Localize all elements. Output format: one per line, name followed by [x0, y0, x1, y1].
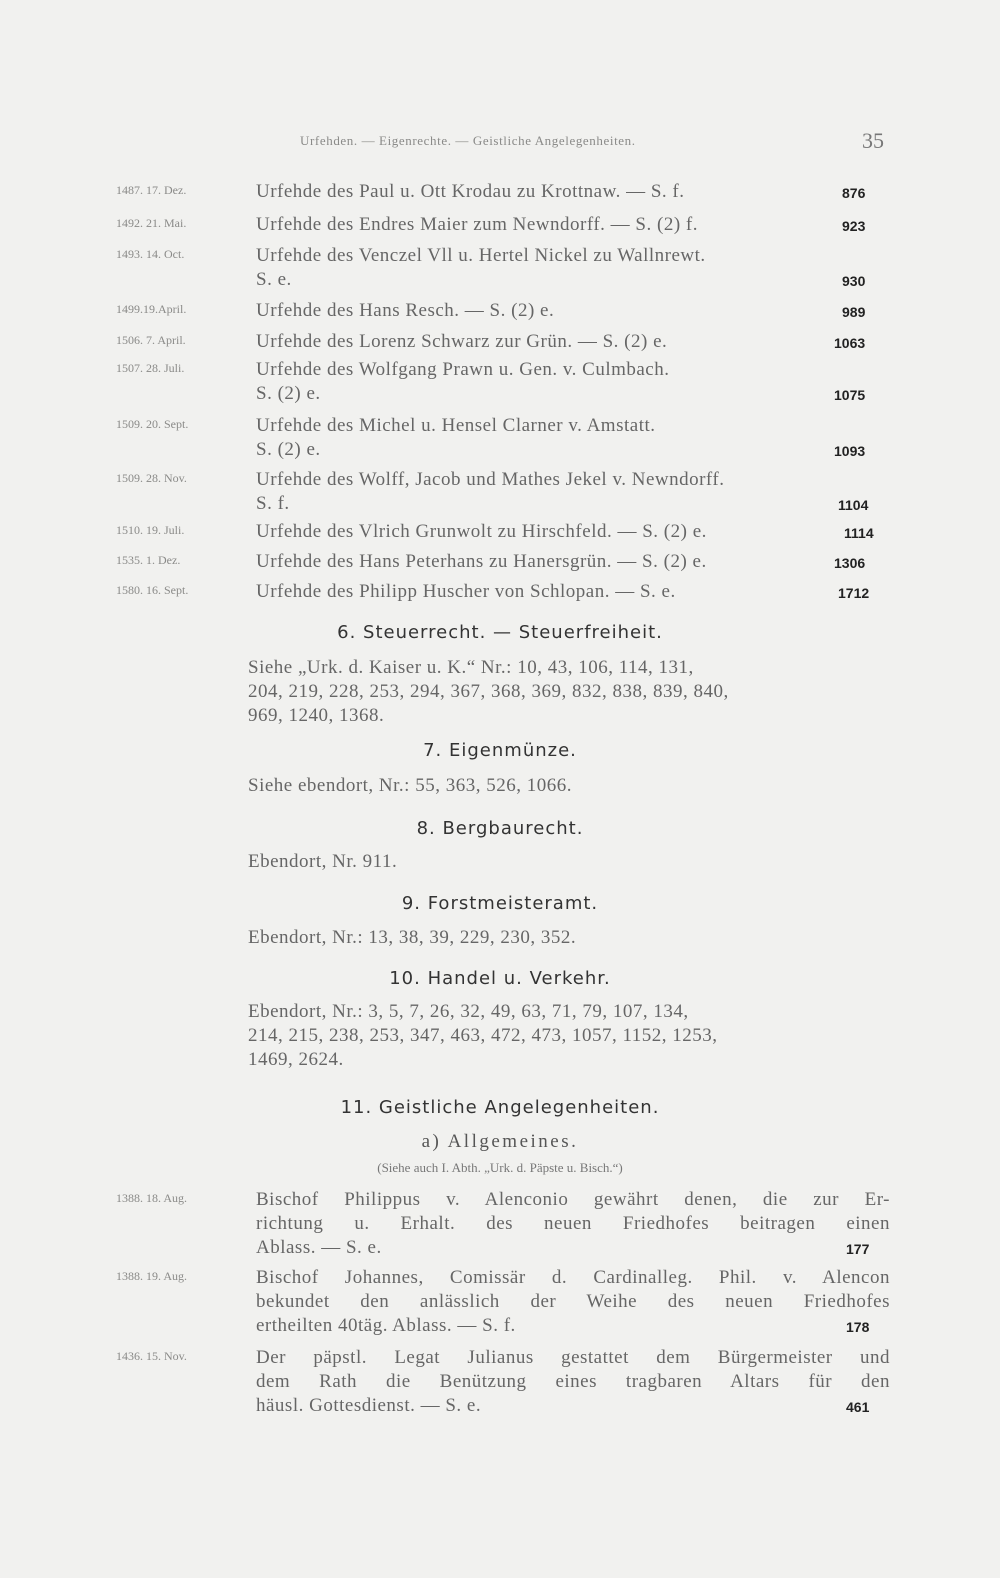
- entry-date: 1535. 1. Dez.: [116, 553, 181, 567]
- cross-reference-note: (Siehe auch I. Abth. „Urk. d. Päpste u. Bisch.“): [377, 1160, 623, 1175]
- entry-text-line: Der päpstl. Legat Julianus gestattet dem Bürgermeister und: [256, 1347, 890, 1368]
- section-text-eigenmuenze: [248, 774, 890, 798]
- document-number: 1104: [838, 497, 869, 513]
- entry-text-line: häusl. Gottesdienst. — S. e.: [256, 1395, 482, 1416]
- entry-date: 1436. 15. Nov.: [116, 1349, 187, 1363]
- entry-text-line: Urfehde des Michel u. Hensel Clarner v. Amstatt.: [256, 415, 656, 436]
- section-heading-bergbaurecht: 8. Bergbaurecht.: [416, 818, 584, 839]
- document-number: 930: [842, 273, 866, 289]
- text-line: 214, 215, 238, 253, 347, 463, 472, 473, 1057, 1152, 1253,: [248, 1025, 718, 1046]
- entry-text-line: Urfehde des Paul u. Ott Krodau zu Krottnaw. — S. f.: [256, 181, 685, 202]
- entry-date: 1388. 19. Aug.: [116, 1269, 188, 1283]
- section-heading-handel: 10. Handel u. Verkehr.: [389, 968, 611, 989]
- text-line: Ebendort, Nr.: 3, 5, 7, 26, 32, 49, 63, 71, 79, 107, 134,: [248, 1001, 689, 1022]
- entry-text: [256, 213, 890, 237]
- entry-date: 1492. 21. Mai.: [116, 216, 187, 230]
- entry-text: [256, 414, 890, 462]
- entry-text-line: Urfehde des Hans Resch. — S. (2) e.: [256, 300, 555, 321]
- document-number: 1063: [834, 335, 866, 351]
- text-line: 1469, 2624.: [248, 1049, 344, 1070]
- document-number: 461: [846, 1399, 870, 1415]
- entry-text-line: Urfehde des Lorenz Schwarz zur Grün. — S. (2) e.: [256, 331, 668, 352]
- document-number: 876: [842, 185, 866, 201]
- entry-text-line: Urfehde des Venczel Vll u. Hertel Nickel zu Wallnrewt.: [256, 245, 706, 266]
- entry-text-line: Urfehde des Wolff, Jacob und Mathes Jekel v. Newndorff.: [256, 469, 725, 490]
- entry-text-line: S. f.: [256, 493, 290, 514]
- entry-text-line: S. (2) e.: [256, 439, 321, 460]
- page-number: 35: [862, 128, 884, 153]
- entry-text: [256, 468, 890, 516]
- entry-date: 1493. 14. Oct.: [116, 247, 185, 261]
- document-number: 178: [846, 1319, 870, 1335]
- entry-text-line: Urfehde des Wolfgang Prawn u. Gen. v. Culmbach.: [256, 359, 670, 380]
- section-text-handel: [248, 1000, 890, 1072]
- entry-text-line: bekundet den anlässlich der Weihe des neuen Friedhofes: [256, 1291, 890, 1312]
- entry-text: [256, 330, 890, 354]
- document-number: 1712: [838, 585, 870, 601]
- entry-date: 1506. 7. April.: [116, 333, 186, 347]
- text-line: 969, 1240, 1368.: [248, 705, 385, 726]
- entry-text: [256, 580, 890, 604]
- entry-text: [256, 550, 890, 574]
- entry-text: [256, 358, 890, 406]
- section-heading-forstmeisteramt: 9. Forstmeisteramt.: [401, 893, 599, 914]
- entry-text-line: Urfehde des Hans Peterhans zu Hanersgrün. — S. (2) e.: [256, 551, 707, 572]
- entry-text: [256, 1266, 890, 1338]
- text-line: Ebendort, Nr.: 13, 38, 39, 229, 230, 352.: [248, 927, 577, 948]
- entry-text-line: ertheilten 40täg. Ablass. — S. f.: [256, 1315, 516, 1336]
- entry-text-line: S. (2) e.: [256, 383, 321, 404]
- document-number: 1093: [834, 443, 866, 459]
- section-text-steuerrecht: [248, 656, 890, 728]
- document-number: 177: [846, 1241, 870, 1257]
- entry-text-line: Urfehde des Philipp Huscher von Schlopan. — S. e.: [256, 581, 676, 602]
- entry-date: 1580. 16. Sept.: [116, 583, 189, 597]
- entry-text-line: Bischof Johannes, Comissär d. Cardinalleg. Phil. v. Alencon: [256, 1267, 890, 1288]
- entry-text-line: richtung u. Erhalt. des neuen Friedhofes beitragen einen: [256, 1213, 890, 1234]
- text-line: Ebendort, Nr. 911.: [248, 851, 398, 872]
- section-heading-eigenmuenze: 7. Eigenmünze.: [423, 740, 577, 761]
- entry-date: 1507. 28. Juli.: [116, 361, 185, 375]
- entry-date: 1509. 20. Sept.: [116, 417, 189, 431]
- entry-text-line: Urfehde des Vlrich Grunwolt zu Hirschfeld. — S. (2) e.: [256, 521, 707, 542]
- entry-date: 1510. 19. Juli.: [116, 523, 185, 537]
- entry-text-line: S. e.: [256, 269, 292, 290]
- entry-date: 1509. 28. Nov.: [116, 471, 187, 485]
- text-line: Siehe „Urk. d. Kaiser u. K.“ Nr.: 10, 43, 106, 114, 131,: [248, 657, 694, 678]
- running-head: Urfehden. — Eigenrechte. — Geistliche Angelegenheiten.: [300, 133, 636, 148]
- entry-text: [256, 244, 890, 292]
- document-number: 1114: [844, 525, 874, 541]
- section-heading-steuerrecht: 6. Steuerrecht. — Steuerfreiheit.: [337, 622, 663, 643]
- entry-date: 1487. 17. Dez.: [116, 183, 187, 197]
- entry-date: 1499.19.April.: [116, 302, 187, 316]
- text-line: Siehe ebendort, Nr.: 55, 363, 526, 1066.: [248, 775, 572, 796]
- section-heading-geistliche: 11. Geistliche Angelegenheiten.: [340, 1097, 660, 1118]
- entry-text: [256, 520, 890, 544]
- entry-text-line: Urfehde des Endres Maier zum Newndorff. — S. (2) f.: [256, 214, 698, 235]
- document-number: 1075: [834, 387, 866, 403]
- document-number: 989: [842, 304, 866, 320]
- entry-text: [256, 1346, 890, 1418]
- entry-text-line: Ablass. — S. e.: [256, 1237, 382, 1258]
- entry-text: [256, 299, 890, 323]
- document-number: 923: [842, 218, 866, 234]
- document-number: 1306: [834, 555, 866, 571]
- entry-date: 1388. 18. Aug.: [116, 1191, 188, 1205]
- section-text-bergbaurecht: [248, 850, 890, 874]
- entry-text-line: Bischof Philippus v. Alenconio gewährt denen, die zur Er-: [256, 1189, 890, 1210]
- entry-text-line: dem Rath die Benützung eines tragbaren Altars für den: [256, 1371, 890, 1392]
- subsection-heading-allgemeines: a) Allgemeines.: [421, 1131, 579, 1152]
- text-line: 204, 219, 228, 253, 294, 367, 368, 369, 832, 838, 839, 840,: [248, 681, 729, 702]
- section-text-forstmeisteramt: [248, 926, 890, 950]
- entry-text: [256, 1188, 890, 1260]
- entry-text: [256, 180, 890, 204]
